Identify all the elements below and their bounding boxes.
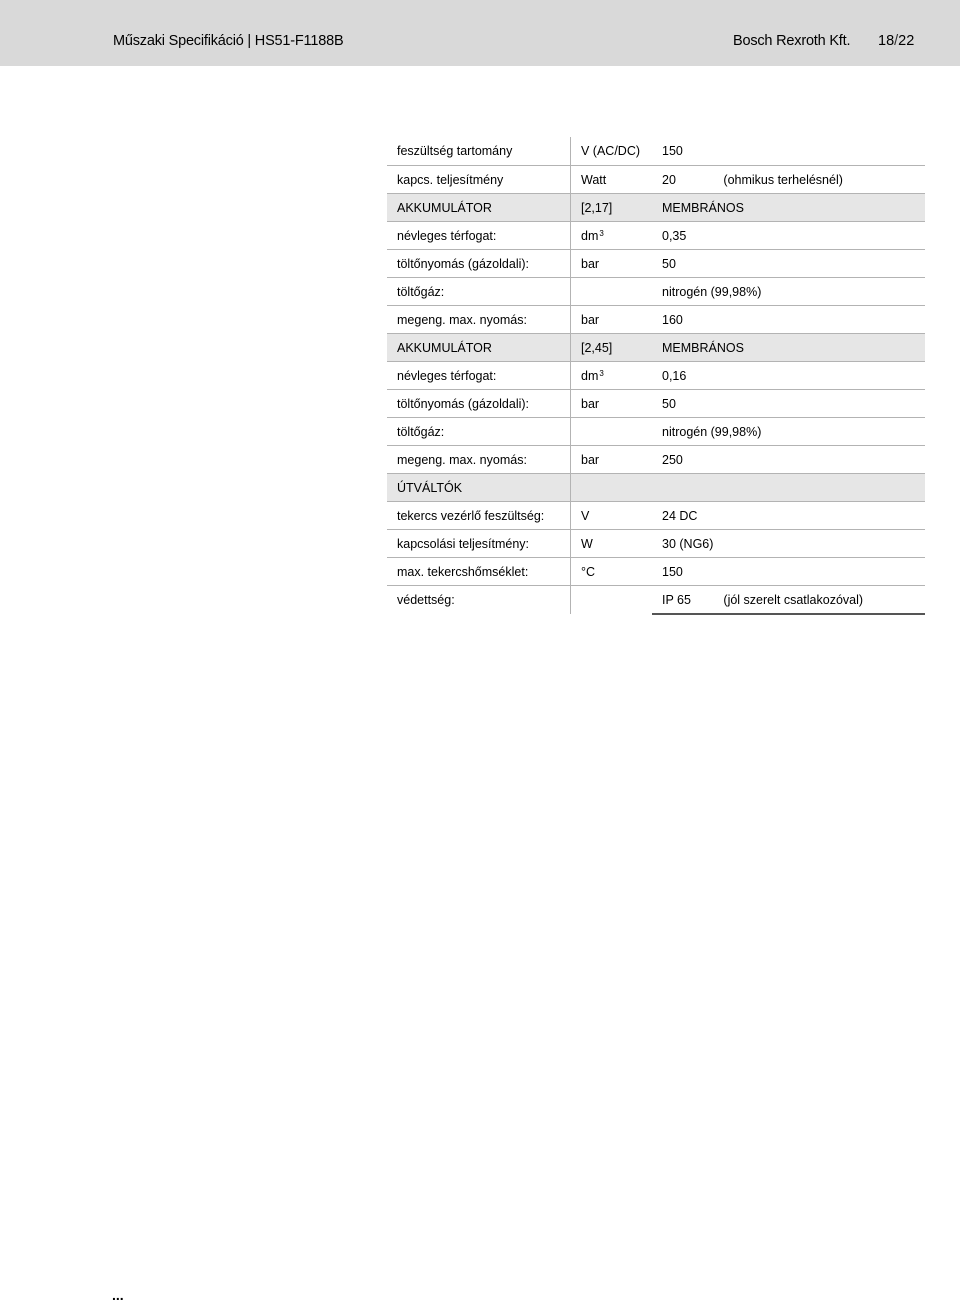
table-row: [387, 558, 925, 586]
row-note: [713, 306, 925, 334]
row-value: 160: [652, 306, 713, 334]
row-value: nitrogén (99,98%): [652, 418, 925, 446]
row-value: IP 65: [652, 586, 713, 615]
row-note: [713, 390, 925, 418]
row-label: megeng. max. nyomás:: [387, 446, 571, 474]
section-type: MEMBRÁNOS: [652, 334, 925, 362]
table-row: [387, 166, 925, 194]
row-label: AKKUMULÁTOR: [387, 334, 571, 362]
table-row: [387, 502, 925, 530]
row-note: [713, 530, 925, 558]
row-unit: [571, 558, 653, 586]
row-unit: [571, 222, 653, 250]
page-number: [878, 33, 914, 49]
row-note: [713, 446, 925, 474]
row-value: 150: [652, 137, 713, 166]
unit-text: dm: [581, 368, 599, 383]
row-unit: [571, 137, 653, 166]
document-title: Műszaki Specifikáció | HS51-F1188B: [113, 33, 344, 49]
row-unit: [571, 502, 653, 530]
row-unit: [571, 530, 653, 558]
row-value: 250: [652, 446, 713, 474]
table-row: [387, 418, 925, 446]
row-note: [713, 137, 925, 166]
row-unit: [571, 586, 653, 615]
table-row: [387, 530, 925, 558]
row-label: tekercs vezérlő feszültség:: [387, 502, 571, 530]
row-value: 20: [652, 166, 713, 194]
row-unit: [571, 446, 653, 474]
row-label: max. tekercshőmséklet:: [387, 558, 571, 586]
row-unit: [571, 166, 653, 194]
row-note: (jól szerelt csatlakozóval): [713, 586, 925, 615]
row-label: névleges térfogat:: [387, 362, 571, 390]
specification-table: [387, 137, 925, 615]
table-row: [387, 222, 925, 250]
table-row: [387, 390, 925, 418]
section-header-row: [387, 334, 925, 362]
row-label: ÚTVÁLTÓK: [387, 474, 571, 502]
unit-text: bar: [581, 312, 600, 327]
table-row: [387, 362, 925, 390]
row-value: 150: [652, 558, 713, 586]
section-header-row: [387, 194, 925, 222]
page-current: 18: [878, 33, 895, 49]
unit-superscript: 3: [599, 368, 604, 378]
table-row: [387, 306, 925, 334]
row-note: [713, 362, 925, 390]
company-name: Bosch Rexroth Kft.: [733, 33, 851, 49]
unit-superscript: 3: [599, 228, 604, 238]
unit-text: bar: [581, 396, 600, 411]
unit-text: bar: [581, 452, 600, 467]
row-value: 30 (NG6): [652, 530, 713, 558]
row-unit: [571, 306, 653, 334]
unit-text: bar: [581, 256, 600, 271]
unit-text: Watt: [581, 172, 607, 187]
section-type: [652, 474, 925, 502]
row-label: névleges térfogat:: [387, 222, 571, 250]
row-label: védettség:: [397, 593, 455, 607]
row-label: AKKUMULÁTOR: [387, 194, 571, 222]
table-row: [387, 250, 925, 278]
unit-text: W: [581, 536, 593, 551]
row-value: nitrogén (99,98%): [652, 278, 925, 306]
row-value: 0,35: [652, 222, 713, 250]
footer-ellipsis: ...: [112, 1287, 124, 1303]
unit-text: V: [581, 508, 590, 523]
table-row: [387, 446, 925, 474]
row-unit: [571, 250, 653, 278]
row-label: kapcs. teljesítmény: [387, 166, 571, 194]
row-label: megeng. max. nyomás:: [387, 306, 571, 334]
row-unit: [571, 362, 653, 390]
row-value: 0,16: [652, 362, 713, 390]
row-note: [713, 502, 925, 530]
unit-text: dm: [581, 228, 599, 243]
table-row: [387, 586, 925, 615]
row-note: [713, 558, 925, 586]
row-unit: [571, 334, 653, 362]
row-value: 50: [652, 390, 713, 418]
page-separator: /: [894, 33, 899, 49]
row-value: 50: [652, 250, 713, 278]
row-unit: [571, 194, 653, 222]
unit-text: [2,45]: [581, 340, 613, 355]
row-unit: [571, 418, 653, 446]
row-label: töltőgáz:: [387, 418, 571, 446]
page-header: [0, 0, 960, 66]
unit-text: °C: [581, 564, 596, 579]
table-row: [387, 278, 925, 306]
row-label: töltőgáz:: [387, 278, 571, 306]
unit-text: [2,17]: [581, 200, 613, 215]
row-unit: [571, 278, 653, 306]
row-note: [713, 222, 925, 250]
row-label: feszültség tartomány: [387, 137, 571, 166]
row-note: (ohmikus terhelésnél): [713, 166, 925, 194]
section-header-row: [387, 474, 925, 502]
row-unit: [571, 474, 653, 502]
row-label: töltőnyomás (gázoldali):: [387, 250, 571, 278]
row-unit: [571, 390, 653, 418]
table-row: [387, 137, 925, 166]
row-label: töltőnyomás (gázoldali):: [387, 390, 571, 418]
unit-text: V (AC/DC): [581, 144, 641, 158]
section-type: MEMBRÁNOS: [652, 194, 925, 222]
row-label: kapcsolási teljesítmény:: [387, 530, 571, 558]
row-value: 24 DC: [652, 502, 713, 530]
row-note: [713, 250, 925, 278]
page-total: 22: [898, 33, 915, 49]
